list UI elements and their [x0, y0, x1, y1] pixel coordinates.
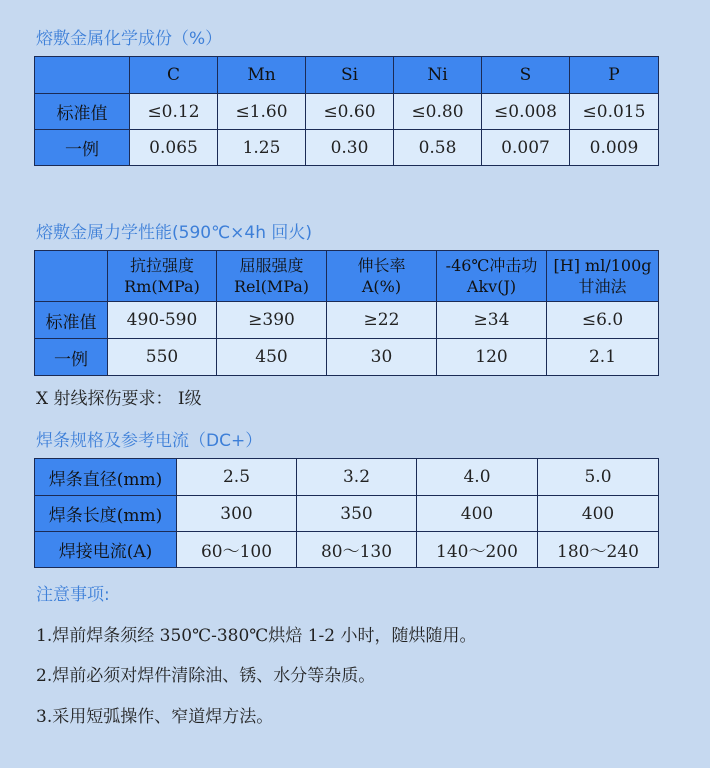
table-cell: 2.5 [177, 459, 297, 496]
table-cell: ≤0.008 [482, 94, 570, 130]
composition-table [34, 56, 659, 166]
row-label: 一例 [35, 130, 130, 166]
mechanical-header-impact [437, 251, 547, 302]
header-line: [H] ml/100g [553, 256, 652, 275]
table-cell: 120 [437, 339, 547, 376]
composition-header-mn: Mn [218, 57, 306, 94]
specs-title: 焊条规格及参考电流（DC+） [36, 431, 263, 451]
mechanical-table [34, 250, 659, 376]
table-cell: 550 [108, 339, 217, 376]
table-cell: ≥22 [327, 302, 437, 339]
mechanical-title: 熔敷金属力学性能(590℃×4h 回火) [36, 223, 313, 243]
table-cell: 0.065 [130, 130, 218, 166]
header-line: 伸长率 [357, 256, 406, 275]
row-label: 焊条长度(mm) [35, 496, 177, 532]
composition-header-row [35, 57, 659, 94]
table-row [35, 94, 659, 130]
row-label: 标准值 [35, 302, 108, 339]
table-cell: 450 [217, 339, 327, 376]
row-label: 一例 [35, 339, 108, 376]
note-item: 3.采用短弧操作、窄道焊方法。 [36, 707, 274, 727]
table-cell: 0.30 [306, 130, 394, 166]
table-cell: 0.009 [570, 130, 659, 166]
table-cell: ≥34 [437, 302, 547, 339]
table-cell: ≤0.80 [394, 94, 482, 130]
header-line: Rel(MPa) [233, 277, 310, 296]
header-line: -46℃冲击功 [445, 256, 538, 275]
table-cell: 4.0 [417, 459, 538, 496]
header-line: Akv(J) [466, 277, 517, 296]
specs-table [34, 458, 659, 568]
table-cell: ≤0.015 [570, 94, 659, 130]
mechanical-header-hydrogen [547, 251, 659, 302]
table-cell: 1.25 [218, 130, 306, 166]
notes-title: 注意事项: [36, 585, 110, 605]
note-item: 2.焊前必须对焊件清除油、锈、水分等杂质。 [36, 666, 376, 686]
table-row [35, 496, 659, 532]
table-cell: 300 [177, 496, 297, 532]
header-line: 屈服强度 [239, 256, 304, 275]
table-cell: ≤0.12 [130, 94, 218, 130]
table-cell: ≤6.0 [547, 302, 659, 339]
composition-header-si: Si [306, 57, 394, 94]
table-cell: 80～130 [297, 532, 417, 568]
table-cell: 3.2 [297, 459, 417, 496]
row-label: 焊条直径(mm) [35, 459, 177, 496]
table-row [35, 130, 659, 166]
mechanical-header-elongation [327, 251, 437, 302]
composition-header-c: C [130, 57, 218, 94]
table-row [35, 339, 659, 376]
table-cell: ≤1.60 [218, 94, 306, 130]
table-cell: 490-590 [108, 302, 217, 339]
composition-title: 熔敷金属化学成份（%） [36, 29, 223, 49]
table-row [35, 532, 659, 568]
mechanical-header-tensile [108, 251, 217, 302]
xray-requirement: X 射线探伤要求： Ⅰ级 [36, 389, 202, 409]
row-label: 焊接电流(A) [35, 532, 177, 568]
table-cell: 0.007 [482, 130, 570, 166]
table-cell: 400 [417, 496, 538, 532]
table-cell: 400 [538, 496, 659, 532]
composition-header-s: S [482, 57, 570, 94]
table-cell: 2.1 [547, 339, 659, 376]
table-cell: 60～100 [177, 532, 297, 568]
row-label: 标准值 [35, 94, 130, 130]
header-line: 抗拉强度 [129, 256, 194, 275]
header-line: Rm(MPa) [124, 277, 200, 296]
mechanical-corner-cell [35, 251, 108, 302]
table-cell: 30 [327, 339, 437, 376]
table-cell: ≤0.60 [306, 94, 394, 130]
table-cell: 5.0 [538, 459, 659, 496]
table-cell: 140～200 [417, 532, 538, 568]
mechanical-header-row [35, 251, 659, 302]
table-row [35, 302, 659, 339]
table-row [35, 459, 659, 496]
composition-header-ni: Ni [394, 57, 482, 94]
table-cell: 0.58 [394, 130, 482, 166]
mechanical-header-yield [217, 251, 327, 302]
table-cell: 180～240 [538, 532, 659, 568]
table-cell: ≥390 [217, 302, 327, 339]
composition-header-p: P [570, 57, 659, 94]
header-line: A(%) [361, 277, 402, 296]
header-line: 甘油法 [578, 277, 627, 296]
note-item: 1.焊前焊条须经 350℃-380℃烘焙 1-2 小时，随烘随用。 [36, 626, 477, 646]
composition-corner-cell [35, 57, 130, 94]
table-cell: 350 [297, 496, 417, 532]
